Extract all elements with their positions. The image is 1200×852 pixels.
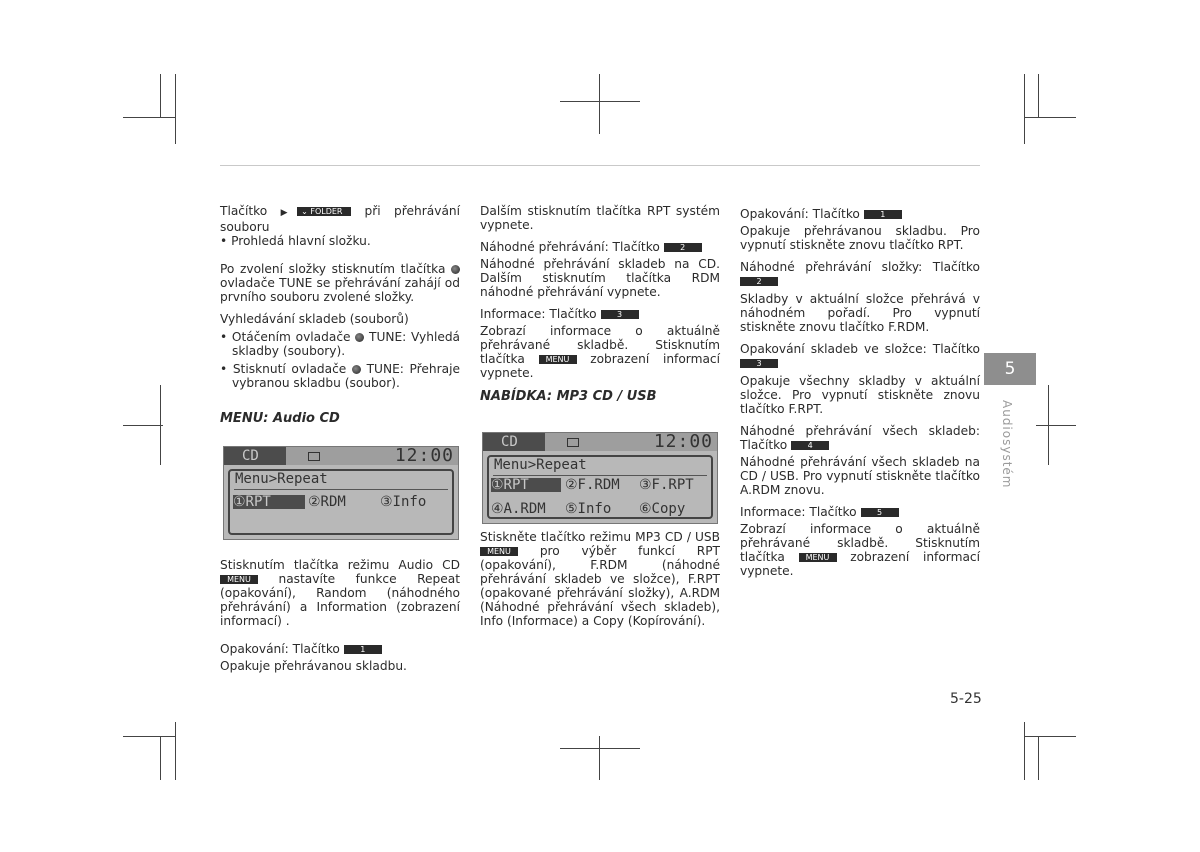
- tune-knob-icon: [352, 365, 361, 374]
- lcd-menu-item: ②RDM: [308, 494, 346, 510]
- menu-button: MENU: [799, 553, 837, 562]
- play-triangle-icon: ▶: [280, 208, 298, 218]
- section-heading: NABÍDKA: MP3 CD / USB: [480, 389, 657, 404]
- column-3: [740, 207, 980, 578]
- lcd-menu-title: Menu>Repeat: [494, 457, 587, 473]
- menu-button: MENU: [480, 547, 518, 556]
- page-number: 5-25: [950, 691, 982, 707]
- tune-knob-icon: [355, 333, 364, 342]
- paragraph: Zobrazí informace o aktuálně přehrávané skladbě. Stisknutím tlačítka MENU zobrazení informací vypnete.: [740, 522, 981, 578]
- lcd-source-tab: CD: [483, 433, 545, 451]
- crop-mark: [1024, 74, 1025, 144]
- paragraph: Skladby v aktuální složce přehrává v náhodném pořadí. Pro vypnutí stiskněte znovu tlačítko F.RDM.: [740, 292, 980, 334]
- cd-icon: [567, 438, 579, 447]
- folder-paragraph: Tlačítko ▶ ⌄ FOLDER při přehrávání souboru: [220, 204, 461, 234]
- lcd-status-bar: [483, 433, 717, 451]
- header-rule: [220, 165, 980, 166]
- column-2: [480, 204, 720, 628]
- lcd-display-audio-cd: [223, 446, 459, 540]
- button-1: 1: [344, 645, 382, 654]
- lcd-menu-panel: [487, 455, 713, 519]
- bullet-item: • Prohledá hlavní složku.: [220, 234, 371, 248]
- crop-mark: [1038, 736, 1039, 780]
- tune-knob-icon: [451, 265, 460, 274]
- chapter-label: Audiosystém: [1000, 400, 1014, 489]
- subheading: Opakování: Tlačítko 1: [220, 642, 460, 656]
- crop-mark: [599, 74, 600, 134]
- subheading: Opakování: Tlačítko 1: [740, 207, 980, 221]
- folder-button: ⌄ FOLDER: [297, 207, 351, 216]
- button-5: 5: [861, 508, 899, 517]
- crop-mark: [560, 101, 640, 102]
- paragraph: Dalším stisknutím tlačítka RPT systém vypnete.: [480, 204, 720, 232]
- bullet-item: • Stisknutí ovladače TUNE: Přehraje vybranou skladbu (soubor).: [220, 362, 460, 390]
- lcd-menu-item: ①RPT: [491, 478, 561, 492]
- cd-icon: [308, 452, 320, 461]
- paragraph: Opakuje přehrávanou skladbu. Pro vypnutí stiskněte znovu tlačítko RPT.: [740, 224, 980, 252]
- subheading: Vyhledávání skladeb (souborů): [220, 312, 409, 326]
- crop-mark: [1024, 736, 1076, 737]
- crop-mark: [123, 117, 175, 118]
- lcd-menu-item: ⑤Info: [565, 501, 612, 517]
- paragraph: Náhodné přehrávání skladeb na CD. Dalším stisknutím tlačítka RDM náhodné přehrávání vypnete.: [480, 257, 720, 299]
- lcd-menu-item: ④A.RDM: [491, 501, 546, 517]
- paragraph: Stiskněte tlačítko režimu MP3 CD / USB MENU pro výběr funkcí RPT (opakování), F.RDM (náhodné přehrávání skladeb ve složce), F.RPT (opakované přehrávání složky), A.RDM (Náhodné přehrávání všech skladeb), Info (Informace) a Copy (Kopírování).: [480, 530, 720, 628]
- crop-mark: [1024, 722, 1025, 780]
- crop-mark: [1024, 117, 1076, 118]
- crop-mark: [123, 736, 175, 737]
- button-3: 3: [740, 359, 778, 368]
- lcd-menu-item: ⑥Copy: [639, 501, 686, 517]
- divider: [493, 475, 707, 476]
- bullet-item: • Otáčením ovladače TUNE: Vyhledá skladby (soubory).: [220, 330, 461, 358]
- lcd-source-tab: CD: [224, 447, 286, 465]
- lcd-clock: 12:00: [653, 431, 713, 452]
- lcd-menu-item: ②F.RDM: [565, 477, 620, 493]
- crop-mark: [599, 736, 600, 780]
- paragraph: Stisknutím tlačítka režimu Audio CD MENU nastavíte funkce Repeat (opakování), Random (náhodného přehrávání) a Information (zobrazení informací) .: [220, 558, 461, 628]
- crop-mark: [560, 748, 640, 749]
- divider: [234, 489, 448, 490]
- button-2: 2: [664, 243, 702, 252]
- crop-mark: [175, 74, 176, 144]
- lcd-display-mp3: [482, 432, 718, 524]
- paragraph: Náhodné přehrávání všech skladeb na CD / USB. Pro vypnutí stiskněte tlačítko A.RDM znovu.: [740, 455, 980, 497]
- crop-mark: [1036, 425, 1076, 426]
- chapter-tab: 5: [984, 353, 1036, 385]
- lcd-menu-item: ③F.RPT: [639, 477, 694, 493]
- crop-mark: [123, 425, 163, 426]
- paragraph: Zobrazí informace o aktuálně přehrávané skladbě. Stisknutím tlačítka MENU zobrazení informací vypnete.: [480, 324, 721, 380]
- menu-button: MENU: [539, 355, 577, 364]
- subheading: Náhodné přehrávání složky: Tlačítko 2: [740, 260, 980, 286]
- lcd-menu-panel: [228, 469, 454, 535]
- subheading: Náhodné přehrávání: Tlačítko 2: [480, 240, 720, 254]
- subheading: Informace: Tlačítko 5: [740, 505, 980, 519]
- subheading: Náhodné přehrávání všech skladeb: Tlačítko 4: [740, 424, 980, 452]
- button-3: 3: [601, 310, 639, 319]
- subheading: Opakování skladeb ve složce: Tlačítko 3: [740, 342, 980, 368]
- section-heading: MENU: Audio CD: [220, 411, 340, 426]
- lcd-clock: 12:00: [394, 445, 454, 466]
- lcd-status-bar: [224, 447, 458, 465]
- paragraph: Opakuje všechny skladby v aktuální složce. Pro vypnutí stiskněte znovu tlačítko F.RPT.: [740, 374, 980, 416]
- crop-mark: [160, 74, 161, 118]
- column-1: [220, 204, 460, 673]
- subheading: Informace: Tlačítko 3: [480, 307, 720, 321]
- paragraph: Po zvolení složky stisknutím tlačítka ovladače TUNE se přehrávání zahájí od prvního souboru zvolené složky.: [220, 262, 460, 304]
- crop-mark: [160, 736, 161, 780]
- lcd-menu-item: ①RPT: [233, 495, 305, 509]
- button-2: 2: [740, 277, 778, 286]
- button-4: 4: [791, 441, 829, 450]
- paragraph: Opakuje přehrávanou skladbu.: [220, 659, 407, 673]
- menu-button: MENU: [220, 575, 258, 584]
- crop-mark: [175, 722, 176, 780]
- lcd-menu-title: Menu>Repeat: [235, 471, 328, 487]
- crop-mark: [1038, 74, 1039, 118]
- button-1: 1: [864, 210, 902, 219]
- lcd-menu-item: ③Info: [380, 494, 427, 510]
